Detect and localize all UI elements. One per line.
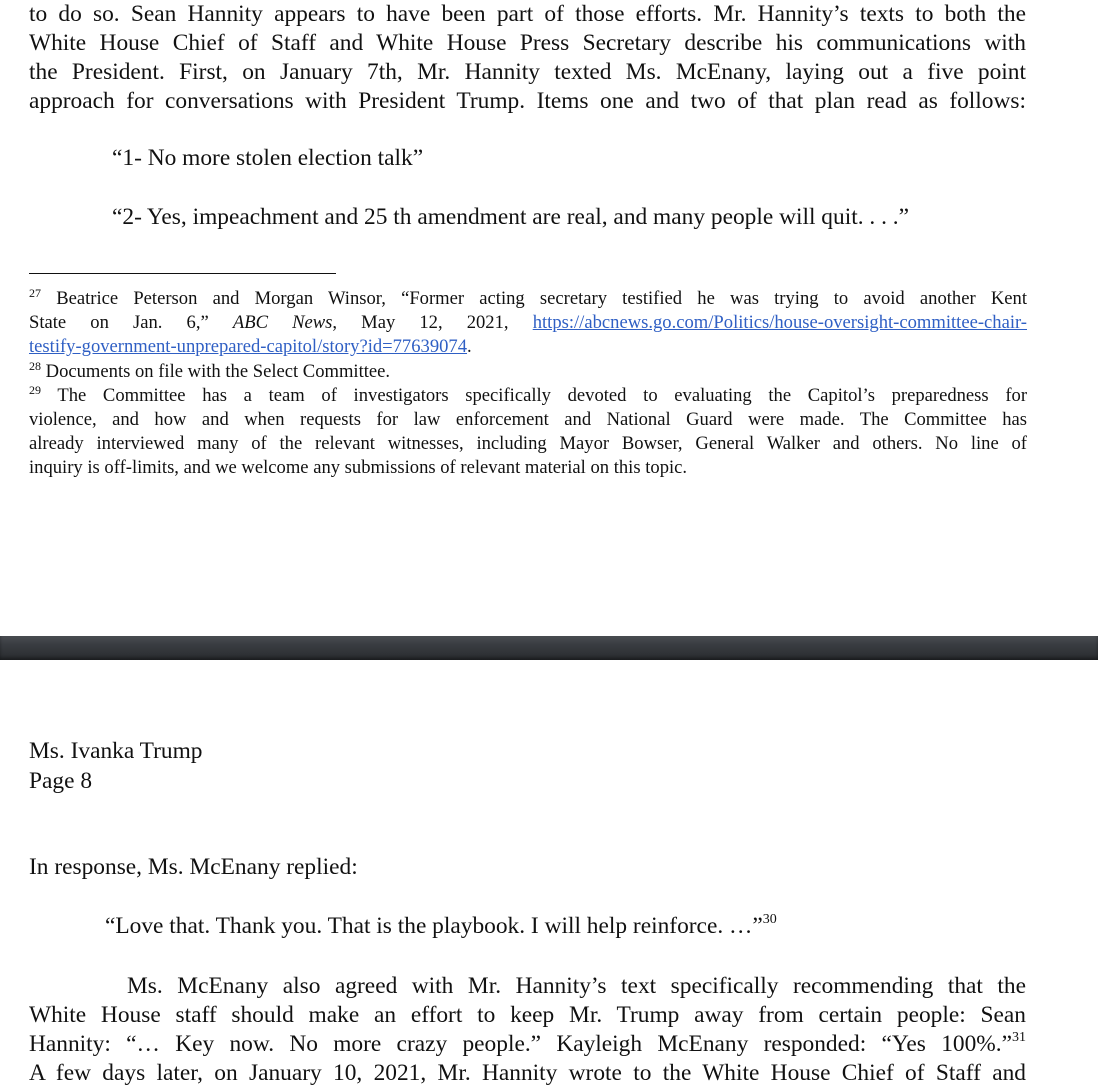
footnote-29-line: inquiry is off-limits, and we welcome any submissions of relevant material on this topic. bbox=[29, 457, 688, 479]
paragraph-line: Ms. McEnany also agreed with Mr. Hannity’s text specifically recommending that the bbox=[127, 973, 1026, 999]
hannity-paragraph bbox=[29, 0, 1026, 116]
footnote-27-line-2 bbox=[29, 311, 1027, 335]
response-intro: In response, Ms. McEnany replied: bbox=[29, 854, 358, 880]
page-break-gap bbox=[0, 636, 1098, 660]
footnote-text: Beatrice Peterson and Morgan Winsor, “Former acting secretary testified he was trying to avoid another Kent bbox=[56, 288, 1027, 309]
quote-item-two: “2- Yes, impeachment and 25 th amendment are real, and many people will quit. . . .” bbox=[112, 204, 910, 230]
paragraph-line: approach for conversations with President Trump. Items one and two of that plan read as follows: bbox=[29, 88, 1026, 114]
mcenany-agreement-paragraph bbox=[29, 972, 1026, 1088]
footnote-text: Documents on file with the Select Committee. bbox=[45, 360, 391, 382]
abc-news-link-continued[interactable]: testify-government-unprepared-capitol/story?id=77639074 bbox=[29, 336, 468, 358]
footnotes-section bbox=[29, 287, 1027, 481]
paragraph-line: White House Chief of Staff and White House Press Secretary describe his communications with bbox=[29, 30, 1026, 56]
recipient-name: Ms. Ivanka Trump bbox=[29, 738, 203, 764]
publication-name: ABC News bbox=[232, 312, 333, 334]
quote-item-one: “1- No more stolen election talk” bbox=[112, 145, 424, 171]
paragraph-line: the President. First, on January 7th, Mr. Hannity texted Ms. McEnany, laying out a five point bbox=[29, 59, 1026, 85]
footnote-text: The Committee has a team of investigators specifically devoted to evaluating the Capitol’s preparedness for bbox=[57, 384, 1028, 406]
footnote-29-line: violence, and how and when requests for law enforcement and National Guard were made. The Committee has bbox=[29, 409, 1027, 431]
footnote-29-line: already interviewed many of the relevant witnesses, including Mayor Bowser, General Walker and others. No line of bbox=[29, 433, 1027, 455]
footnote-number: 27 bbox=[29, 286, 41, 300]
abc-news-link[interactable]: https://abcnews.go.com/Politics/house-oversight-committee-chair- bbox=[532, 312, 1028, 334]
page-header bbox=[29, 736, 203, 796]
page-number: Page 8 bbox=[29, 768, 93, 794]
paragraph-line: White House staff should make an effort to keep Mr. Trump away from certain people: Sean bbox=[29, 1002, 1026, 1028]
paragraph-text: Hannity: “… Key now. No more crazy people.” Kayleigh McEnany responded: “Yes 100%.” bbox=[29, 1031, 1012, 1057]
footnote-text: , May 12, 2021, bbox=[332, 312, 509, 334]
footnote-27-line-3 bbox=[29, 335, 1027, 359]
footnote-text: State on Jan. 6,” bbox=[29, 312, 209, 334]
paragraph-line bbox=[29, 1030, 1026, 1059]
paragraph-line-cutoff: A few days later, on January 10, 2021, Mr. Hannity wrote to the White House Chief of Staff and bbox=[29, 1060, 1026, 1086]
footnote-28 bbox=[29, 360, 1027, 384]
footnote-number: 29 bbox=[29, 382, 41, 397]
footnote-29 bbox=[29, 384, 1027, 408]
footnote-ref-31: 31 bbox=[1012, 1030, 1026, 1045]
reply-text: “Love that. Thank you. That is the playbook. I will help reinforce. …” bbox=[105, 913, 763, 939]
footnote-separator bbox=[29, 273, 336, 274]
paragraph-line: to do so. Sean Hannity appears to have been part of those efforts. Mr. Hannity’s texts to both the bbox=[29, 1, 1026, 27]
footnote-text: . bbox=[467, 336, 472, 358]
footnote-27 bbox=[29, 287, 1027, 311]
footnote-ref-30: 30 bbox=[762, 912, 777, 927]
footnote-number: 28 bbox=[29, 358, 41, 373]
mcenany-reply-quote bbox=[105, 912, 777, 941]
